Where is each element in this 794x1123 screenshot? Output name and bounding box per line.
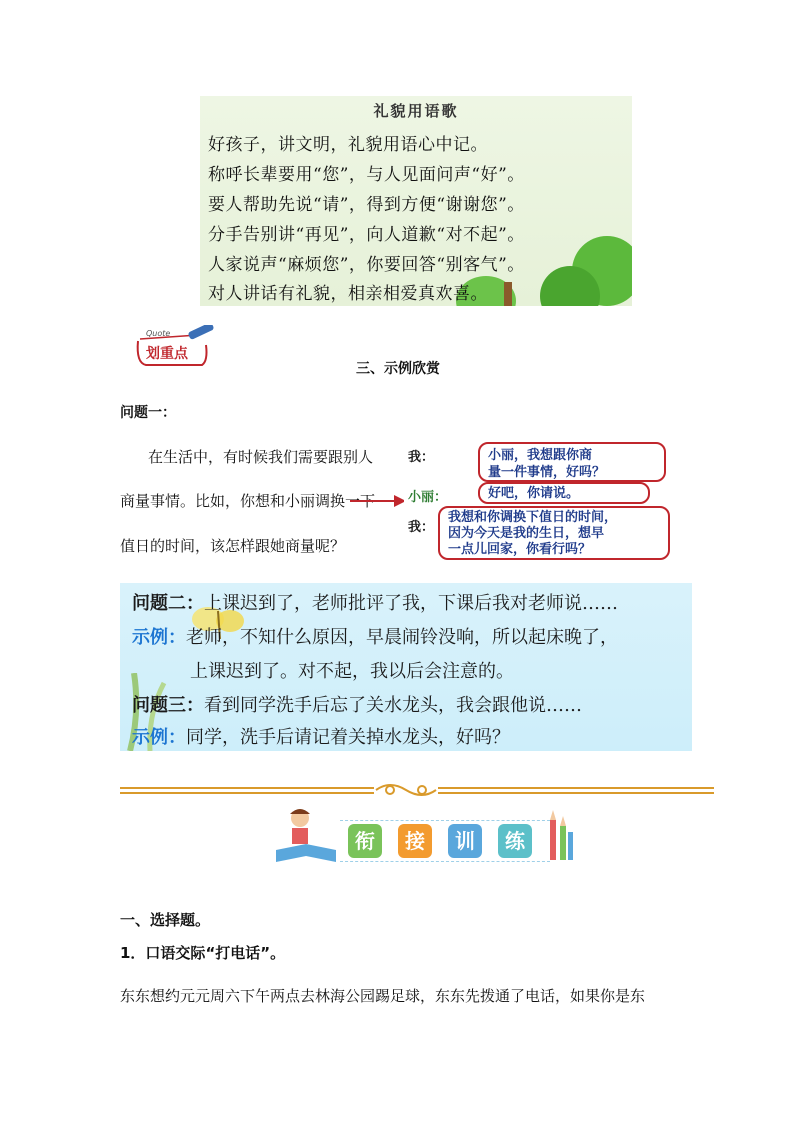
example-box	[120, 583, 692, 751]
speaker-xiaoli: 小丽：	[408, 490, 448, 505]
question-label: 问题二：	[132, 593, 204, 614]
question-heading: 问题一：	[120, 405, 176, 421]
question-text: 看到同学洗手后忘了关水龙头，我会跟他说……	[204, 695, 582, 716]
scroll-ornament-icon	[374, 780, 438, 800]
divider-line	[438, 792, 714, 794]
badge-label: 划重点	[146, 346, 188, 362]
speaker-me: 我：	[408, 450, 435, 465]
dialogue-image	[404, 440, 674, 560]
question-text: 商量事情。比如，你想和小丽调换一下	[120, 492, 376, 510]
question-text: 上课迟到了，老师批评了我，下课后我对老师说……	[204, 593, 618, 614]
tree-trunk	[504, 282, 512, 306]
bubble-text: 一点儿回家，你看行吗？	[448, 542, 592, 557]
poem-line: 要人帮助先说“请”，得到方便“谢谢您”。	[208, 195, 525, 215]
example-text: 同学，洗手后请记着关掉水龙头，好吗？	[186, 727, 510, 748]
speech-bubble	[478, 482, 650, 504]
divider-line	[120, 792, 374, 794]
speech-bubble	[478, 442, 666, 482]
question-label: 问题三：	[132, 695, 204, 716]
divider-line	[120, 787, 374, 789]
question-title: 1．口语交际“打电话”。	[120, 944, 286, 962]
bubble-text: 因为今天是我的生日，想早	[448, 526, 605, 541]
badge-quote: Quote	[146, 329, 171, 338]
speaker-me: 我：	[408, 520, 435, 535]
question-text: 值日的时间，该怎样跟她商量呢？	[120, 537, 346, 555]
question-body: 东东想约元元周六下午两点去林海公园踢足球，东东先拨通了电话，如果你是东	[120, 987, 646, 1005]
pencils-icon	[546, 806, 576, 862]
arrow-right-icon	[350, 494, 406, 508]
banner-char: 衔	[348, 824, 382, 858]
bubble-text: 量一件事情，好吗？	[488, 465, 606, 480]
banner-char: 练	[498, 824, 532, 858]
section-title: 三、示例欣赏	[356, 361, 440, 377]
girl-reading-icon	[276, 804, 340, 864]
poem-image	[200, 96, 632, 306]
example-text: 老师，不知什么原因，早晨闹铃没响，所以起床晚了，	[186, 627, 618, 648]
training-banner	[276, 800, 576, 864]
bubble-text: 好吧，你请说。	[488, 486, 580, 501]
example-text: 上课迟到了。对不起，我以后会注意的。	[190, 661, 514, 682]
poem-line: 分手告别讲“再见”，向人道歉“对不起”。	[208, 225, 525, 245]
example-label: 示例：	[132, 627, 186, 648]
poem-line: 对人讲话有礼貌，相亲相爱真欢喜。	[208, 284, 488, 304]
bubble-text: 小丽，我想跟你商	[488, 448, 593, 463]
question-text: 在生活中，有时候我们需要跟别人	[148, 448, 374, 466]
poem-line: 人家说声“麻烦您”，你要回答“别客气”。	[208, 255, 525, 275]
poem-line: 称呼长辈要用“您”，与人见面问声“好”。	[208, 165, 525, 185]
section-title: 一、选择题。	[120, 911, 211, 929]
banner-char: 训	[448, 824, 482, 858]
bubble-text: 我想和你调换下值日的时间，	[448, 510, 618, 525]
example-label: 示例：	[132, 727, 186, 748]
speech-bubble	[438, 506, 670, 560]
divider-line	[438, 787, 714, 789]
key-point-badge	[132, 325, 220, 369]
poem-line: 好孩子，讲文明，礼貌用语心中记。	[208, 135, 488, 155]
banner-char: 接	[398, 824, 432, 858]
poem-title: 礼貌用语歌	[373, 102, 459, 120]
